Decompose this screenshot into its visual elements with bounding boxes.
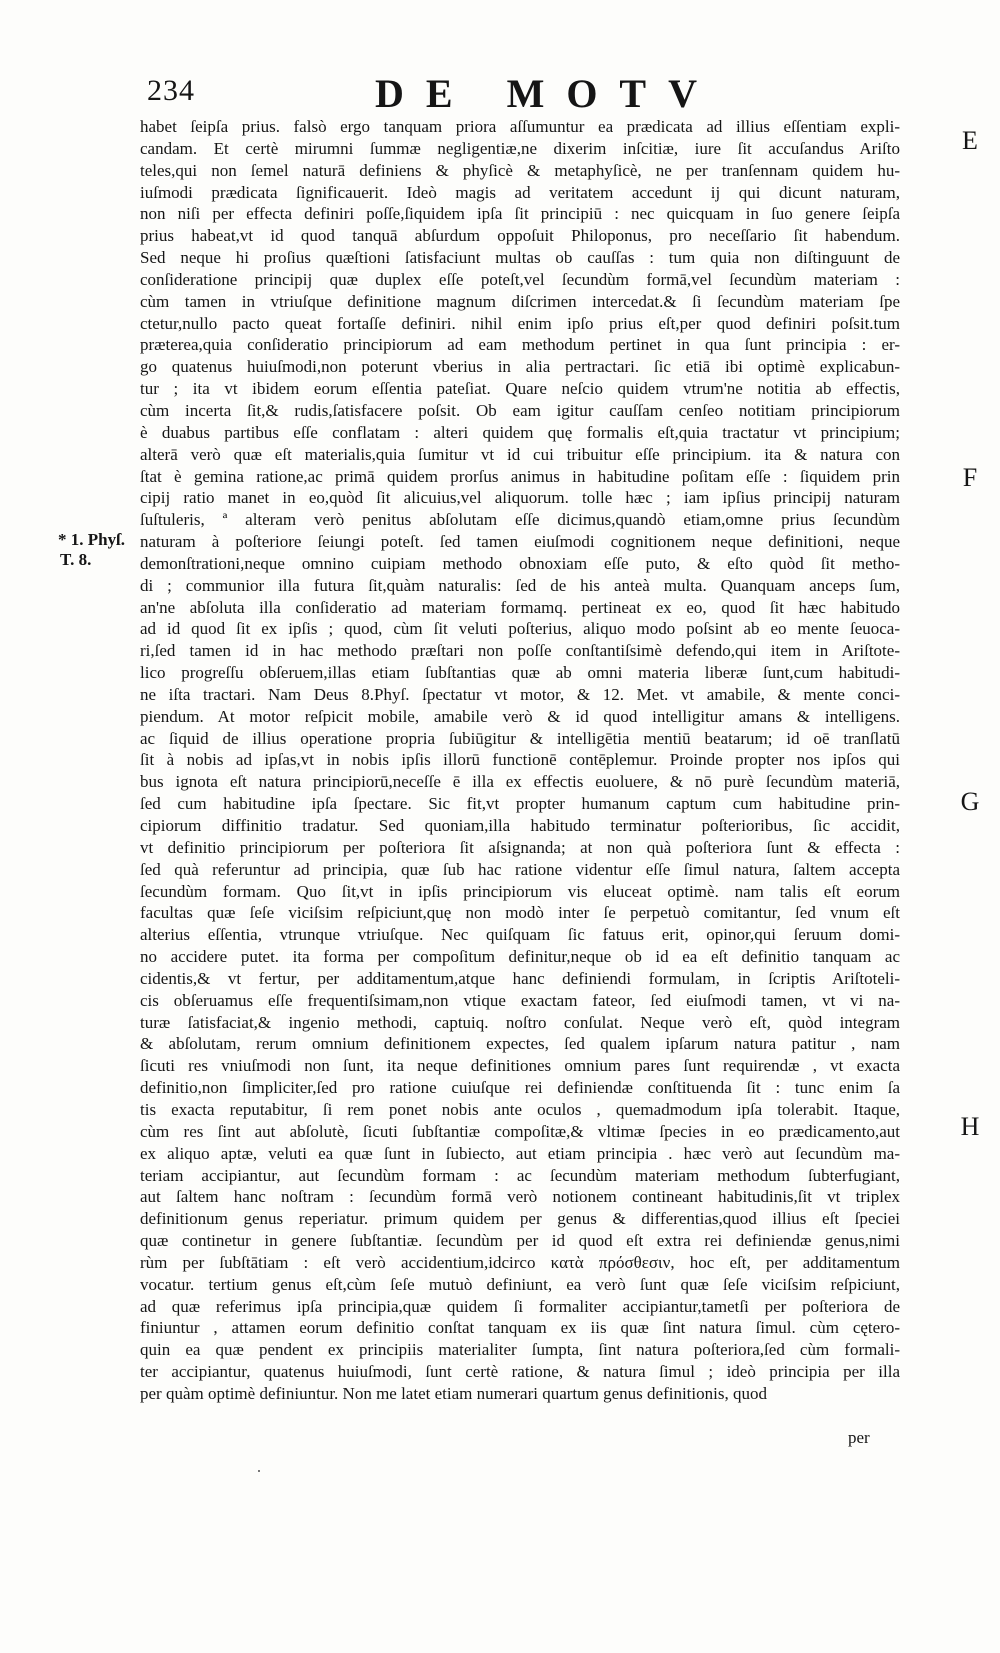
text-line: non niſi per effecta definiri poſſe,ſiquidem ipſa ſit principiū : nec quicquam in ſuo genere ſeipſa xyxy=(140,204,900,224)
margin-note-line: * 1. Phyſ. xyxy=(58,530,126,549)
text-line: definitio,non ſimpliciter,ſed pro ratione cuiuſque rei definiendæ conſtituenda ſit : tunc enim ſa xyxy=(140,1078,900,1098)
text-line: habet ſeipſa prius. falsò ergo tanquam priora aſſumuntur ea prædicata ad illius eſſentiam expli- xyxy=(140,117,900,136)
text-line: ne iſta tractari. Nam Deus 8.Phyſ. ſpectatur vt motor, & 12. Met. vt amabile, & mente conci- xyxy=(140,684,900,704)
text-line: cis obſeruamus eſſe frequentiſsimam,non vtique exactam fateor, ſed eiuſmodi tamen, vt vi na- xyxy=(140,990,900,1010)
text-line: alterā verò quæ eſt materialis,quia ſumitur vt id cui tribuitur eſſe principium. ita & natura con xyxy=(140,444,900,464)
text-line: vocatur. tertium genus eſt,cùm ſeſe mutuò definiunt, ea verò ſunt quæ ſeſe viciſsim reſpiciunt, xyxy=(140,1274,900,1294)
text-line: demonſtrationi,neque omnino cuipiam methodo obnoxiam eſſe puto, & eſto quòd ſit metho- xyxy=(140,553,900,573)
text-line: & abſolutam, rerum omnium definitionem expectes, ſed qualem ipſarum natura patitur , nam xyxy=(140,1034,900,1054)
text-line: ſed cum habitudine ipſa ſpectare. Sic fit,vt propter humanum captum cum habitudine prin- xyxy=(140,794,900,814)
text-line: è duabus partibus eſſe conflatam : alteri quidem quę formalis eſt,quia tractatur vt principium; xyxy=(140,422,900,442)
text-line: tis exacta reputabitur, ſi rem ponet nobis ante oculos , quemadmodum ipſa tolerabit. Itaque, xyxy=(140,1099,900,1119)
page-number: 234 xyxy=(147,74,195,107)
text-line: cùm res ſint aut abſolutè, ſicuti ſubſtantiæ compoſitæ,& vltimæ ſpecies in eo prædicamento,aut xyxy=(140,1121,900,1141)
text-line: ſtat è gemina ratione,ac primā quidem prorſus animus in habitudine poſitam eſſe : ſiquidem prin xyxy=(140,466,900,486)
text-line: definitionum genus reperiatur. primum quidem per genus & differentias,quod illius eſt ſpeciei xyxy=(140,1209,900,1229)
text-line: ſuſtuleris, ª alteram verò penitus abſolutam eſſe dicimus,quandò etiam,omne prius ſecundùm xyxy=(140,510,900,530)
text-line: alterius eſſentia, vtrunque vtriuſque. Nec quiſquam ſic fatuus erit, opinor,qui ſeruum domi- xyxy=(140,925,900,945)
text-line: bus ignota eſt natura principiorū,neceſſe ē illa ex effectis euoluere, & nō purè ſecundùm materiā, xyxy=(140,772,900,792)
text-line: cipij ratio manet in eo,quòd ſit alicuius,vel aliquorum. tolle hæc ; iam ipſius principij naturam xyxy=(140,488,900,508)
text-line: an'ne abſoluta illa conſideratio ad materiam formamq. pertineat ex eo, quod ſit hæc habitudo xyxy=(140,597,900,617)
text-line: piendum. At motor reſpicit mobile, amabile verò & id quod intelligitur amans & intelligens. xyxy=(140,706,900,726)
text-line: cùm tamen in vtriuſque definitione magnum diſcrimen intercedat.& ſi ſecundùm materiam ſpe xyxy=(140,291,900,311)
text-line: conſideratione principij quæ duplex eſſe poteſt,vel ſecundùm formā,vel ſecundùm materiam : xyxy=(140,269,900,289)
text-line: naturam à poſteriore ſeiungi poteſt. ſed tamen eiuſmodi cognitionem neque definitioni, neque xyxy=(140,532,900,552)
text-line: candam. Et certè mirumni ſummæ negligentiæ,ne dixerim inſcitiæ, iure ſit accuſandus Ariſto xyxy=(140,138,900,158)
text-line: ter accipiantur, quatenus huiuſmodi, ſunt certè ratione, & natura ſimul ; ideò principia per illa xyxy=(140,1362,900,1382)
text-line: cidentis,& vt fertur, per additamentum,atque hanc definiendi formulam, in ſcriptis Ariſtoteli- xyxy=(140,968,900,988)
text-line: ſecundùm formam. Quo ſit,vt in ipſis principiorum vis eluceat optimè. nam talis eſt eorum xyxy=(140,881,900,901)
text-line: teles,qui non ſemel naturā definiens & phyſicè & metaphyſicè, ne per tranſennam quidem hu- xyxy=(140,160,900,180)
text-line: aut ſaltem hanc noſtram : ſecundùm formā verò notionem contineant habitudinis,ſit vt triplex xyxy=(140,1187,900,1207)
text-line: no accidere putet. ita forma per compoſitum definitur,neque ob id ea eſt definitio tanquam ac xyxy=(140,947,900,967)
text-line: ctetur,nullo pacto queat fortaſſe definiri. nihil enim ipſo prius eſt,per quod definiri poſsit.tum xyxy=(140,313,900,333)
section-letter-g: G xyxy=(960,787,980,816)
text-line: ex aliquo aptæ, veluti ea quæ ſunt in ſubiecto, aut etiam principia . hæc verò aut ſecundùm ma- xyxy=(140,1143,900,1163)
text-line: go quatenus huiuſmodi,non poterunt vberius in alia pertractari. ſic etiā ibi optimè explicabun- xyxy=(140,357,900,377)
text-line: lico progreſſu obſeruem,illas etiam ſubſtantias quæ ab omni materia liberæ ſunt,cum habitudi- xyxy=(140,663,900,683)
text-line: cipiorum diffinitio tradatur. Sed quoniam,illa habitudo terminatur poſterioribus, ſic accidit, xyxy=(140,816,900,835)
text-line: ſicuti res vniuſmodi non ſunt, ita neque definitiones omnium pares ſunt requirendæ , vt exacta xyxy=(140,1056,900,1076)
body-text xyxy=(140,116,900,1405)
section-letter-f: F xyxy=(962,463,978,492)
stray-mark xyxy=(258,1470,260,1472)
text-line: iuſmodi prædicata ſignificauerit. Ideò magis ad veritatem accedunt ij qui dicunt naturam, xyxy=(140,182,900,202)
text-line: teriam accipiantur, aut ſecundùm formam : ac ſecundùm materiam methodum ſubterfugiant, xyxy=(140,1165,900,1185)
section-letter-e: E xyxy=(962,126,978,155)
text-line: finiuntur , attamen eorum definitio conſtat tanquam ex iis quæ ſint natura ſimul. cùm cętero- xyxy=(140,1318,900,1338)
text-line: quin ea quæ pendent ex principiis materialiter ſumpta, ſint natura poſteriora,ſed cùm formali- xyxy=(140,1340,900,1360)
catchword: per xyxy=(848,1428,870,1447)
text-line: quæ continetur in genere ſubſtantiæ. ſecundùm per id quod eſt extra rei definiendæ genus,nimi xyxy=(140,1231,900,1251)
text-line: Sed neque hi proſius quæſtioni ſatisfaciunt multas ob cauſſas : tum quia non diſtinguunt de xyxy=(140,248,900,268)
text-line: rùm per ſubſtātiam : eſt verò accidentium,idcirco κατὰ πρόσθεσιν, hoc eſt, per additamentum xyxy=(140,1252,900,1272)
section-letter-h: H xyxy=(960,1112,980,1141)
text-line: per quàm optimè definiuntur. Non me latet etiam numerari quartum genus definitionis, quod xyxy=(140,1383,767,1403)
text-line: ſed quà referuntur ad principia, quæ ſub hac ratione videntur eſſe ſimul natura, ſaltem accepta xyxy=(140,859,900,879)
text-line: facultas quæ ſeſe viciſsim reſpiciunt,quę non modò inter ſe perpetuò comitantur, ſed vnum eſt xyxy=(140,903,900,923)
text-line: ac ſiquid de illius operatione propria ſubiūgitur & intelligētia mentiū beatarum; id oē tranſlatū xyxy=(140,728,900,748)
text-line: cùm incerta ſit,& rudis,ſatisfacere poſsit. Ob eam igitur cauſſam cenſeo notitiam principiorum xyxy=(140,400,900,420)
text-line: ri,ſed tamen id in hac methodo præſtari non poſſe conſtantiſsimè defendo,qui item in Ariſtote- xyxy=(140,641,900,661)
margin-note xyxy=(58,530,125,570)
text-line: ſit à nobis ad ipſas,vt in nobis ipſis illorū functionē contēplemur. Proinde propter nos ipſos qui xyxy=(140,750,900,770)
text-line: tur ; ita vt ibidem eorum eſſentia pateſiat. Quare neſcio quidem vtrum'ne notitia ab effectis, xyxy=(140,379,900,399)
text-line: turæ ſatisfaciat,& ingenio methodi, captuiq. noſtro conſulat. Neque verò eſt, quòd integram xyxy=(140,1012,900,1032)
text-line: præterea,quia conſideratio principiorum ad eam methodum pertinet in qua ſunt principia : er- xyxy=(140,335,900,355)
text-line: vt definitio principiorum per poſteriora ſit aſsignanda; at non quà poſteriora ſunt & effecta : xyxy=(140,837,900,857)
text-line: di ; communior illa futura ſit,quàm naturalis: ſed de his anteà multa. Quanquam anceps ſum, xyxy=(140,575,900,595)
text-line: ad id quod ſit ex ipſis ; quod, cùm ſit veluti poſterius, aliquo modo poſsint ab eo mente ſeuoca- xyxy=(140,619,900,639)
running-head: DE MOTV xyxy=(375,71,719,116)
text-line: ad quæ referimus ipſa principia,quæ quidem ſi formaliter accipiantur,tametſi per poſteriora de xyxy=(140,1296,900,1316)
text-line: prius habeat,vt id quod tanquā abſurdum oppoſuit Philoponus, pro neceſſario ſit habendum. xyxy=(140,226,900,246)
margin-note-line: T. 8. xyxy=(60,550,92,569)
